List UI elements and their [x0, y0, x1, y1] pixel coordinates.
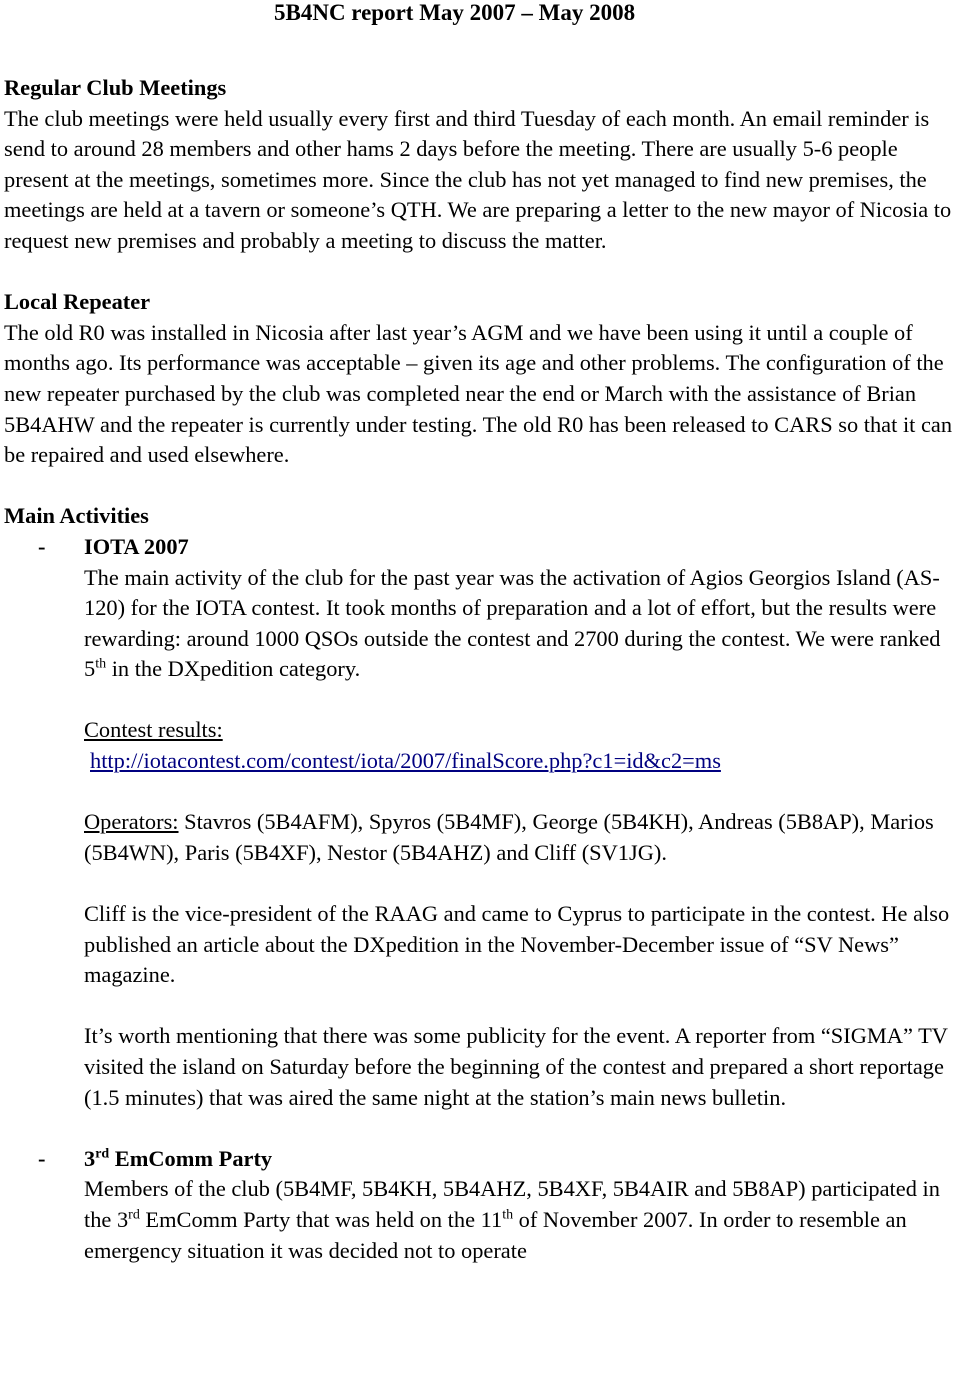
operators-paragraph: [84, 807, 960, 868]
iota-2007-item: [4, 532, 960, 1113]
local-repeater-body: The old R0 was installed in Nicosia after last year’s AGM and we have been using it until a couple of months ago. Its performance was acceptable – given its age and other problems. The configuration of the new repeater purchased by the club was completed near the end or March with the assistance of Brian 5B4AHW and the repeater is currently under testing. The old R0 has been released to CARS so that it can be repaired and used elsewhere.: [4, 319, 953, 468]
regular-meetings-heading: Regular Club Meetings: [4, 75, 227, 100]
operators-list: Stavros (5B4AFM), Spyros (5B4MF), George (5B4KH), Andreas (5B8AP), Marios (5B4WN), Paris (5B4XF), Nestor (5B4AHZ) and Cliff (SV1JG).: [84, 809, 934, 865]
contest-results-label: Contest results:: [84, 717, 223, 743]
report-title: 5B4NC report May 2007 – May 2008: [274, 0, 636, 25]
emcomm-party-item: [4, 1144, 960, 1266]
local-repeater-heading: Local Repeater: [4, 289, 151, 315]
publicity-paragraph: It’s worth mentioning that there was some publicity for the event. A reporter from “SIGMA” TV visited the island on Saturday before the beginning of the contest and prepared a short reportage (1.5 minutes) that was aired the same night at the station’s main news bulletin.: [84, 1023, 948, 1110]
main-activities-section: [4, 501, 960, 1266]
emcomm-party-body: Members of the club (5B4MF, 5B4KH, 5B4AHZ, 5B4XF, 5B4AIR and 5B8AP) participated in the 3rd EmComm Party that was held on the 11th of November 2007. In order to resemble an emergency situation it was decided not to operate: [84, 1176, 940, 1263]
main-activities-heading: Main Activities: [4, 503, 149, 529]
report-page: [4, 0, 960, 1266]
iota-2007-title: IOTA 2007: [84, 533, 189, 559]
local-repeater-section: [4, 287, 960, 471]
emcomm-party-title: 3rd EmComm Party: [84, 1145, 273, 1171]
list-bullet: -: [38, 1145, 46, 1171]
list-bullet: -: [38, 533, 46, 559]
contest-results-link[interactable]: http://iotacontest.com/contest/iota/2007/finalScore.php?c1=id&c2=ms: [90, 748, 721, 774]
iota-2007-body: The main activity of the club for the past year was the activation of Agios Georgios Island (AS-120) for the IOTA contest. It took months of preparation and a lot of effort, but the results were rewarding: around 1000 QSOs outside the contest and 2700 during the contest. We were ranked 5th in the DXpedition category.: [84, 564, 941, 682]
regular-meetings-body: The club meetings were held usually every first and third Tuesday of each month. An email reminder is send to around 28 members and other hams 2 days before the meeting. There are usually 5-6 people present at the meetings, sometimes more. Since the club has not yet managed to find new premises, the meetings are held at a tavern or someone’s QTH. We are preparing a letter to the new mayor of Nicosia to request new premises and probably a meeting to discuss the matter.: [4, 105, 952, 253]
operators-label: Operators:: [84, 809, 179, 835]
contest-results-row: [84, 746, 960, 777]
cliff-paragraph: Cliff is the vice-president of the RAAG and came to Cyprus to participate in the contest. He also published an article about the DXpedition in the November-December issue of “SV News” magazine.: [84, 901, 950, 988]
regular-meetings-section: [4, 73, 960, 257]
